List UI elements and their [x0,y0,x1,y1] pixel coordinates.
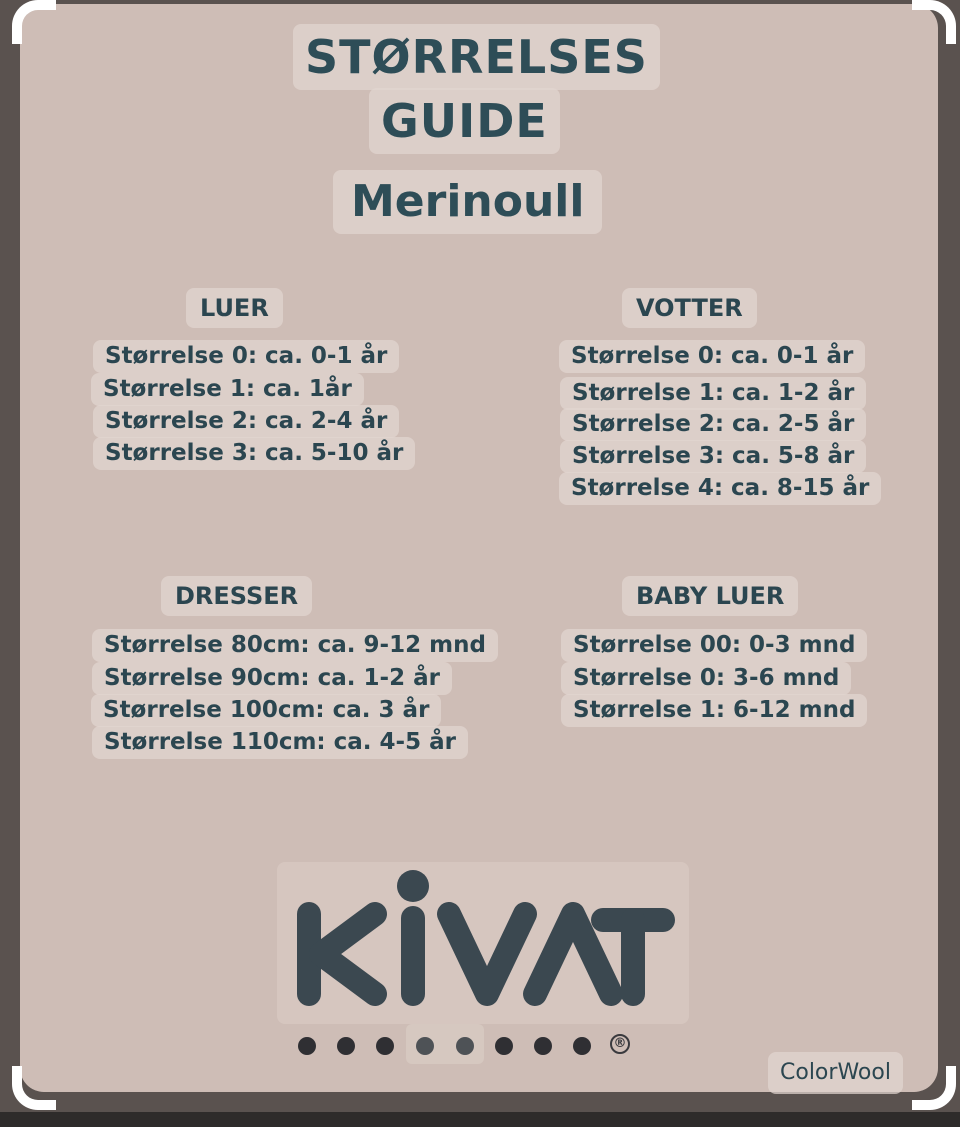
dot [495,1037,513,1055]
page-title-line1: STØRRELSES [293,24,660,90]
votter-size-item: Størrelse 4: ca. 8-15 år [559,472,881,505]
baby-luer-size-item: Størrelse 1: 6-12 mnd [561,694,867,727]
votter-size-item: Størrelse 3: ca. 5-8 år [560,440,866,473]
votter-size-item: Størrelse 0: ca. 0-1 år [559,340,865,373]
luer-size-item: Størrelse 3: ca. 5-10 år [93,437,415,470]
luer-size-item: Størrelse 0: ca. 0-1 år [93,340,399,373]
dot [298,1037,316,1055]
baby-luer-size-item: Størrelse 0: 3-6 mnd [561,662,851,695]
votter-size-item: Størrelse 1: ca. 1-2 år [560,377,866,410]
kivat-logo [277,862,689,1024]
page-title-line2: GUIDE [369,88,560,154]
dot [376,1037,394,1055]
section-heading-baby-luer: BABY LUER [622,576,798,616]
brand-tag: ColorWool [768,1052,903,1094]
dresser-size-item: Størrelse 80cm: ca. 9-12 mnd [92,629,498,662]
baby-luer-size-item: Størrelse 00: 0-3 mnd [561,629,867,662]
votter-size-item: Størrelse 2: ca. 2-5 år [560,408,866,441]
dot [573,1037,591,1055]
page-subtitle: Merinoull [333,170,602,234]
dot [416,1037,434,1055]
dot [456,1037,474,1055]
bottom-bar [0,1112,960,1127]
section-heading-votter: VOTTER [622,288,757,328]
registered-mark-icon: ® [610,1034,630,1054]
luer-size-item: Størrelse 1: ca. 1år [91,373,364,406]
section-heading-luer: LUER [186,288,283,328]
dresser-size-item: Størrelse 100cm: ca. 3 år [91,694,441,727]
dot [337,1037,355,1055]
section-heading-dresser: DRESSER [161,576,312,616]
dresser-size-item: Størrelse 90cm: ca. 1-2 år [92,662,452,695]
dot [534,1037,552,1055]
luer-size-item: Størrelse 2: ca. 2-4 år [93,405,399,438]
dresser-size-item: Størrelse 110cm: ca. 4-5 år [92,726,468,759]
